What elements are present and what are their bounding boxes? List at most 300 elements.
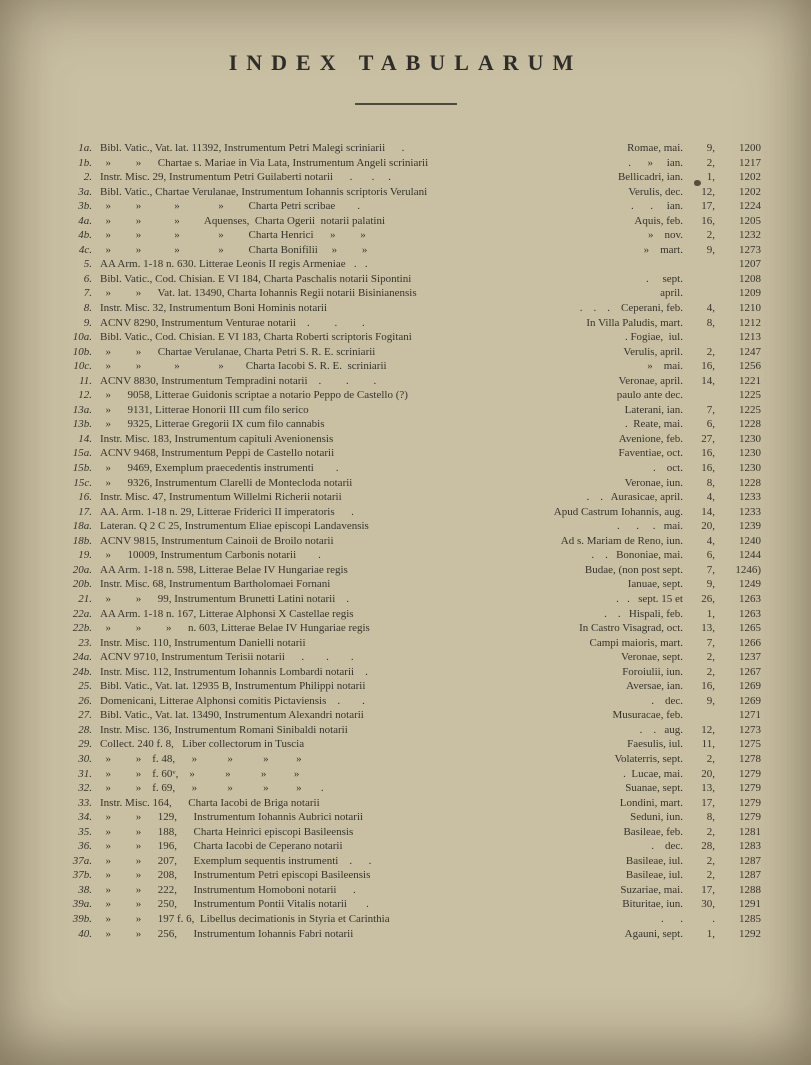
entry-day: 12, [701,185,715,198]
entry-year: 1232 [739,229,761,242]
entry-year: 1244 [739,549,761,562]
entry-description: Bibl. Vatic., Cod. Chisian. E VI 183, Charta Roberti scriptoris Fogitani [100,331,412,344]
entry-place-month: . dec. [651,694,683,707]
entry-place-month: Romae, mai. [627,142,683,154]
entry-number: 25. [78,680,92,693]
entry-description: » » 188, Charta Heinrici episcopi Basileensis [100,825,354,838]
index-entry-row [56,839,761,854]
entry-place-month: Aversae, ian. [626,680,683,693]
entry-description: Bibl. Vatic., Vat. lat. 12935 B, Instrumentum Philippi notarii [100,680,366,693]
index-entry-row [56,621,761,636]
entry-number: 32. [78,782,92,795]
entry-number: 15a. [72,447,92,460]
index-entry-row [56,752,761,767]
entry-description: » » » » Charta Henrici » » [100,229,366,242]
entry-number: 13a. [72,403,92,416]
entry-year: 1269 [739,694,761,707]
entry-number: 4b. [78,229,92,242]
entry-place-month: . Lucae, mai. [623,767,683,780]
entry-day: 16, [701,214,715,227]
entry-day: 2, [706,229,715,242]
entry-year: 1279 [739,796,761,809]
entry-year: 1228 [739,476,761,489]
index-entry-row [56,607,761,622]
index-entry-row [56,316,761,331]
entry-year: 1246) [735,563,761,576]
entry-place-month: Ad s. Mariam de Reno, iun. [560,534,683,547]
entry-number: 31. [78,767,92,780]
entry-number: 6. [83,272,92,285]
entry-year: 1291 [739,898,761,911]
entry-description: Instr. Misc. 32, Instrumentum Boni Hominis notarii [100,302,328,315]
entry-year: 1208 [739,272,761,285]
entry-place-month: » mart. [643,243,683,256]
entry-day [691,708,715,723]
entry-number: 8. [83,302,92,315]
entry-description: » » 99, Instrumentum Brunetti Latini notarii . [100,592,349,605]
entry-number: 24a. [72,651,92,664]
entry-number: 2. [83,171,92,184]
entry-year: 1263 [739,607,761,620]
entry-year: 1200 [739,142,761,154]
entry-place-month: Basileae, feb. [623,825,683,838]
index-entry-row [56,679,761,694]
entry-day: . [712,912,715,925]
entry-number: 10b. [72,345,92,358]
index-entry-row [56,156,761,171]
entry-place-month: . . . mai. [617,520,683,533]
entry-number: 4c. [78,243,92,256]
entry-year: 1202 [739,171,761,184]
entry-description: ACNV 8830, Instrumentum Tempradini notarii . . . [100,374,377,387]
entry-day [691,272,715,287]
index-entry-row [56,636,761,651]
entry-place-month: . » ian. [628,156,683,169]
entry-year: 1230 [739,447,761,460]
entry-description: Bibl. Vatic., Chartae Verulanae, Instrumentum Iohannis scriptoris Verulani [100,185,428,198]
entry-place-month: Verulis, april. [623,345,683,358]
entry-place-month: Seduni, iun. [630,811,683,824]
entry-description: Bibl. Vatic., Cod. Chisian. E VI 184, Charta Paschalis notarii Sipontini [100,272,412,285]
entry-description: AA Arm. 1-18 n. 630. Litterae Leonis II regis Armeniae . . [100,258,368,271]
entry-year: 1281 [739,825,761,838]
entry-number: 7. [83,287,92,300]
entry-day: 9, [706,694,715,707]
entry-description: AA Arm. 1-18 n. 167, Litterae Alphonsi X Castellae regis [100,607,354,620]
entry-place-month: Londini, mart. [619,796,683,809]
entry-description: » » 196, Charta Iacobi de Ceperano notarii [100,840,343,853]
entry-number: 12. [78,389,92,402]
entry-description: AA Arm. 1-18 n. 598, Litterae Belae IV Hungariae regis [100,563,348,576]
entry-number: 28. [78,723,92,736]
entry-number: 10a. [72,331,92,344]
entry-day: 2, [706,825,715,838]
entry-place-month: . dec. [651,840,683,853]
entry-place-month: Bellicadri, ian. [617,171,683,184]
entry-year: 1279 [739,767,761,780]
title-divider-rule [355,103,457,105]
entry-place-month: Apud Castrum Iohannis, aug. [553,505,683,518]
entry-day: 9, [706,142,715,154]
entry-description: » » Chartae s. Mariae in Via Lata, Instrumentum Angeli scriniarii [100,156,429,169]
entry-day: 4, [706,491,715,504]
entry-place-month: Veronae, april. [618,374,683,387]
entry-description: » » 222, Instrumentum Homoboni notarii . [100,883,356,896]
entry-day: 4, [706,302,715,315]
entry-number: 17. [78,505,92,518]
entry-day: 6, [706,549,715,562]
entry-year: 1225 [739,403,761,416]
entry-place-month: . . Hispali, feb. [604,607,683,620]
entry-description: » 9325, Litterae Gregorii IX cum filo cannabis [100,418,325,431]
entry-number: 24b. [72,665,92,678]
entry-description: » » Chartae Verulanae, Charta Petri S. R. E. scriniarii [100,345,376,358]
entry-number: 1b. [78,156,92,169]
entry-place-month: Veronae, sept. [620,651,683,664]
index-entry-row [56,490,761,505]
entry-year: 1249 [739,578,761,591]
ink-speck [694,180,701,186]
index-entry-row [56,883,761,898]
index-entry-row [56,810,761,825]
entry-year: 1228 [739,418,761,431]
entry-place-month: Musuracae, feb. [612,709,683,722]
entry-number: 10c. [73,360,92,373]
entry-year: 1275 [739,738,761,751]
entry-day: 8, [706,476,715,489]
entry-place-month: . . . Ceperani, feb. [579,302,683,315]
entry-day: 14, [701,374,715,387]
index-entry-row [56,388,761,403]
entry-number: 3b. [78,200,92,213]
entry-description: » » 250, Instrumentum Pontii Vitalis notarii . [100,898,369,911]
entry-year: 1230 [739,432,761,445]
index-entry-row [56,185,761,200]
entry-place-month: » mai. [647,360,683,373]
index-entry-row [56,650,761,665]
entry-year: 1279 [739,811,761,824]
entry-description: » 9058, Litterae Guidonis scriptae a notario Peppo de Castello (?) [100,389,408,402]
entry-number: 4a. [78,214,92,227]
entry-year: 1205 [739,214,761,227]
entry-day: 16, [701,447,715,460]
entry-day: 2, [706,345,715,358]
entry-year: 1256 [739,360,761,373]
entry-place-month: In Villa Paludis, mart. [586,316,683,329]
entry-number: 27. [78,709,92,722]
entry-day: 20, [701,520,715,533]
index-entry-row [56,432,761,447]
entry-place-month: Aquis, feb. [634,214,683,227]
entry-number: 23. [78,636,92,649]
index-entry-row [56,563,761,578]
entry-number: 39b. [72,912,92,925]
entry-description: » 9326, Instrumentum Clarelli de Montecloda notarii [100,476,353,489]
entry-description: » » » Aquenses, Charta Ogerii notarii palatini [100,214,386,227]
index-entry-row [56,214,761,229]
entry-description: » » 208, Instrumentum Petri episcopi Basileensis [100,869,371,882]
entry-number: 11. [79,374,92,387]
entry-number: 13b. [72,418,92,431]
entry-description: Instr. Misc. 47, Instrumentum Willelmi Richerii notarii [100,491,342,504]
entry-year: 1202 [739,185,761,198]
index-entry-row [56,272,761,287]
entry-description: Instr. Misc. 164, Charta Iacobi de Briga notarii [100,796,320,809]
entry-year: 1224 [739,200,761,213]
index-entry-row [56,199,761,214]
entry-day: 8, [706,811,715,824]
entry-day [691,286,715,301]
index-entry-row [56,374,761,389]
entry-description: ACNV 8290, Instrumentum Venturae notarii . . . [100,316,365,329]
entry-place-month: » nov. [647,229,683,242]
index-entry-row [56,505,761,520]
entry-day: 27, [701,432,715,445]
index-entry-row [56,854,761,869]
entry-year: 1263 [739,592,761,605]
entry-description: » » f. 69, » » » » . [100,782,324,795]
index-entry-row [56,534,761,549]
entry-place-month: Laterani, ian. [624,403,683,416]
entry-number: 18b. [72,534,92,547]
entry-place-month: Basileae, iul. [625,869,683,882]
entry-description: Instr. Misc. 29, Instrumentum Petri Guilaberti notarii . . . [100,171,391,184]
index-entry-row [56,403,761,418]
entry-day: 13, [701,622,715,635]
entry-number: 16. [78,491,92,504]
entry-place-month: Campi maioris, mart. [589,636,683,649]
entry-place-month: Ianuae, sept. [627,578,683,591]
entry-day: 2, [706,156,715,169]
entry-number: 34. [78,811,92,824]
entry-place-month: . . ian. [631,200,683,213]
entry-number: 1a. [78,142,92,154]
entry-description: ACNV 9468, Instrumentum Peppi de Castello notarii [100,447,335,460]
entry-day: 14, [701,505,715,518]
entry-description: Bibl. Vatic., Vat. lat. 11392, Instrumentum Petri Malegi scriniarii . [100,142,405,154]
entry-year: 1210 [739,302,761,315]
entry-place-month: . oct. [653,462,683,475]
entry-year: 1209 [739,287,761,300]
entry-number: 30. [78,752,92,765]
entry-description: » » 129, Instrumentum Iohannis Aubrici notarii [100,811,364,824]
entry-place-month: Agauni, sept. [624,927,683,940]
index-entry-row [56,359,761,374]
index-entry-row [56,796,761,811]
entry-year: 1266 [739,636,761,649]
index-entry-row [56,519,761,534]
entry-place-month: Bituritae, iun. [622,898,683,911]
entry-day: 11, [701,738,715,751]
index-entry-row [56,665,761,680]
entry-place-month: Avenione, feb. [618,432,683,445]
entry-day: 6, [706,418,715,431]
entry-description: » 9469, Exemplum praecedentis instrumenti . [100,462,339,475]
entry-year: 1233 [739,505,761,518]
entry-day: 12, [701,723,715,736]
index-entry-row [56,548,761,563]
entry-place-month: Foroiulii, iun. [622,665,683,678]
index-entry-row [56,476,761,491]
entry-year: 1225 [739,389,761,402]
entry-year: 1247 [739,345,761,358]
entry-day: 17, [701,883,715,896]
entry-number: 19. [78,549,92,562]
entry-number: 37a. [72,854,92,867]
index-entry-row [56,345,761,360]
index-entry-row [56,767,761,782]
entry-year: 1240 [739,534,761,547]
entry-day: 28, [701,840,715,853]
entry-day: 8, [706,316,715,329]
entry-place-month: Verulis, dec. [628,185,683,198]
entry-place-month: Suzariae, mai. [620,883,683,896]
entry-day: 7, [706,403,715,416]
entry-description: Instr. Misc. 112, Instrumentum Iohannis Lombardi notarii . [100,665,368,678]
entry-description: ACNV 9815, Instrumentum Cainoii de Broilo notarii [100,534,334,547]
entry-day: 2, [706,869,715,882]
index-entry-row [56,417,761,432]
entry-day: 17, [701,796,715,809]
index-entry-row [56,446,761,461]
entry-year: 1265 [739,622,761,635]
entry-year: 1233 [739,491,761,504]
entry-description: » 10009, Instrumentum Carbonis notarii . [100,549,321,562]
index-entry-row [56,723,761,738]
index-entry-row [56,927,761,942]
entry-year: 1292 [739,927,761,940]
entry-year: 1279 [739,782,761,795]
index-entry-row [56,781,761,796]
entry-description: » » » » Charta Bonifilii » » [100,243,368,256]
entry-day: 2, [706,854,715,867]
entry-place-month: . Reate, mai. [624,418,683,431]
entry-day: 26, [701,592,715,605]
entry-year: 1287 [739,854,761,867]
entry-day [691,388,715,403]
entry-number: 21. [78,592,92,605]
entry-place-month: . sept. [646,272,683,285]
entry-number: 26. [78,694,92,707]
entry-place-month: . . Bononiae, mai. [591,549,683,562]
entry-number: 36. [78,840,92,853]
entry-day: 1, [706,171,715,184]
index-entry-row [56,868,761,883]
entry-place-month: Suanae, sept. [625,782,683,795]
entry-number: 39a. [72,898,92,911]
entry-year: 1217 [739,156,761,169]
entry-place-month: april. [660,287,683,300]
entry-description: AA. Arm. 1-18 n. 29, Litterae Friderici II imperatoris . [100,505,354,518]
index-entry-row [56,330,761,345]
entry-place-month: Faesulis, iul. [627,738,683,751]
entry-year: 1239 [739,520,761,533]
entry-day: 7, [706,636,715,649]
entry-place-month: . . sept. 15 et [616,592,683,605]
entry-day [691,330,715,345]
entry-day: 1, [706,927,715,940]
page-title: INDEX TABULARUM [228,50,583,75]
index-entry-row [56,257,761,272]
entry-year: 1285 [739,912,761,925]
entry-description: Instr. Misc. 68, Instrumentum Bartholomaei Fornani [100,578,331,591]
entry-day: 2, [706,665,715,678]
entry-number: 20b. [72,578,92,591]
entry-description: ACNV 9710, Instrumentum Terisii notarii . . . [100,651,354,664]
entry-place-month: . . aug. [639,723,683,736]
entry-day: 4, [706,534,715,547]
entry-day: 9, [706,243,715,256]
entry-description: » » f. 60ᵛ, » » » » [100,767,300,780]
entry-year: 1283 [739,840,761,853]
entry-day: 17, [701,200,715,213]
index-entry-row [56,897,761,912]
index-entry-row [56,170,761,185]
index-entry-row [56,461,761,476]
entry-year: 1207 [739,258,761,271]
entry-number: 37b. [72,869,92,882]
index-list [56,141,761,941]
entry-place-month: paulo ante dec. [616,389,683,402]
entry-number: 33. [78,796,92,809]
entry-number: 18a. [72,520,92,533]
entry-year: 1269 [739,680,761,693]
entry-description: » » » » Charta Iacobi S. R. E. scriniarii [100,360,387,373]
entry-description: » » f. 48, » » » » [100,752,302,765]
index-entry-row [56,694,761,709]
entry-description: Instr. Misc. 136, Instrumentum Romani Sinibaldi notarii [100,723,348,736]
index-entry-row [56,228,761,243]
index-entry-row [56,737,761,752]
entry-number: 40. [78,927,92,940]
entry-day: 7, [706,563,715,576]
entry-description: » » » n. 603, Litterae Belae IV Hungariae regis [100,622,370,635]
entry-number: 15b. [72,462,92,475]
entry-day: 16, [701,680,715,693]
entry-number: 15c. [73,476,92,489]
index-entry-row [56,577,761,592]
entry-place-month: Basileae, iul. [625,854,683,867]
entry-place-month: Volaterris, sept. [614,752,683,765]
entry-description: Domenicani, Litterae Alphonsi comitis Pictaviensis . . [100,694,365,707]
entry-day: 16, [701,462,715,475]
entry-year: 1213 [739,331,761,344]
entry-year: 1287 [739,869,761,882]
entry-number: 29. [78,738,92,751]
entry-day: 30, [701,898,715,911]
entry-number: 38. [78,883,92,896]
entry-year: 1230 [739,462,761,475]
entry-year: 1221 [739,374,761,387]
index-entry-row [56,286,761,301]
entry-place-month: Faventiae, oct. [618,447,683,460]
entry-year: 1288 [739,883,761,896]
entry-number: 20a. [72,563,92,576]
entry-number: 35. [78,825,92,838]
entry-description: Instr. Misc. 110, Instrumentum Danielli notarii [100,636,306,649]
entry-day: 20, [701,767,715,780]
index-entry-row [56,141,761,156]
entry-description: » » Vat. lat. 13490, Charta Iohannis Regii notarii Bisinianensis [100,287,417,300]
entry-day: 16, [701,360,715,373]
index-entry-row [56,243,761,258]
entry-year: 1271 [739,709,761,722]
entry-year: 1273 [739,723,761,736]
entry-description: » » 207, Exemplum sequentis instrumenti . . [100,854,372,867]
entry-year: 1237 [739,651,761,664]
entry-number: 5. [83,258,92,271]
entry-day: 1, [706,607,715,620]
